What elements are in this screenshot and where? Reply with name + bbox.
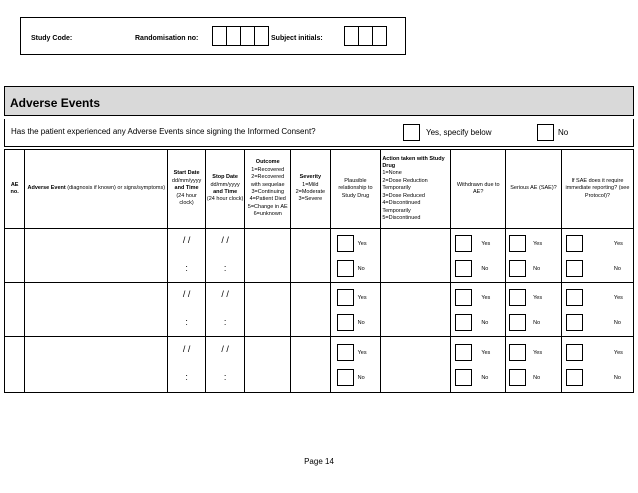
ae-no-cell[interactable]	[5, 337, 25, 393]
sae-no-checkbox[interactable]	[566, 369, 583, 386]
serious-yes-checkbox[interactable]	[509, 235, 526, 252]
action-cell[interactable]	[381, 337, 451, 393]
sae-yes-label: Yes	[613, 241, 623, 247]
ae-question: Has the patient experienced any Adverse Events since signing the Informed Consent?	[11, 127, 316, 136]
start-date-cell[interactable]: / / :	[168, 229, 206, 283]
withdrawn-yes-label: Yes	[481, 241, 491, 247]
adverse-events-table	[4, 149, 634, 393]
stop-date-cell[interactable]: / / :	[205, 283, 245, 337]
withdrawn-no-checkbox[interactable]	[455, 369, 472, 386]
plausible-no-checkbox[interactable]	[337, 260, 354, 277]
col-serious: Serious AE (SAE)?	[506, 150, 562, 229]
plausible-cell	[330, 229, 381, 283]
sae-no-label: No	[613, 320, 621, 326]
serious-no-checkbox[interactable]	[509, 369, 526, 386]
plausible-no-label: No	[357, 375, 365, 381]
plausible-no-checkbox[interactable]	[337, 369, 354, 386]
withdrawn-no-checkbox[interactable]	[455, 314, 472, 331]
serious-yes-label: Yes	[533, 241, 543, 247]
withdrawn-yes-checkbox[interactable]	[455, 235, 472, 252]
withdrawn-cell	[451, 229, 506, 283]
sae-yes-checkbox[interactable]	[566, 289, 583, 306]
withdrawn-yes-checkbox[interactable]	[455, 344, 472, 361]
ae-no-cell[interactable]	[5, 283, 25, 337]
col-action-taken: Action taken with Study Drug 1=None 2=Dose Reduction Temporarily 3=Dose Reduced 4=Discontinued Temporarily 5=Discontinued	[381, 150, 451, 229]
sae-no-checkbox[interactable]	[566, 314, 583, 331]
serious-no-checkbox[interactable]	[509, 314, 526, 331]
withdrawn-cell	[451, 283, 506, 337]
col-stop-date: Stop Date dd/mm/yyyy and Time (24 hour clock)	[205, 150, 245, 229]
serious-no-label: No	[533, 320, 541, 326]
withdrawn-yes-label: Yes	[481, 295, 491, 301]
col-start-date: Start Date dd/mm/yyyy and Time (24 hour clock)	[168, 150, 206, 229]
outcome-cell[interactable]	[245, 337, 291, 393]
adverse-events-section	[0, 86, 638, 119]
col-adverse-event: Adverse Event (diagnosis if known) or signs/symptoms)	[25, 150, 168, 229]
action-cell[interactable]	[381, 283, 451, 337]
ae-question-row	[4, 119, 634, 147]
adverse-event-cell[interactable]	[25, 283, 168, 337]
serious-no-checkbox[interactable]	[509, 260, 526, 277]
table-row	[5, 283, 634, 337]
ae-no-checkbox[interactable]	[537, 124, 554, 141]
randomisation-input[interactable]	[212, 26, 268, 46]
sae-no-checkbox[interactable]	[566, 260, 583, 277]
table-header-row	[5, 150, 634, 229]
plausible-yes-checkbox[interactable]	[337, 344, 354, 361]
withdrawn-cell	[451, 337, 506, 393]
plausible-yes-checkbox[interactable]	[337, 289, 354, 306]
withdrawn-yes-checkbox[interactable]	[455, 289, 472, 306]
randomisation-label: Randomisation no:	[135, 35, 199, 42]
sae-reporting-cell	[561, 229, 633, 283]
serious-yes-checkbox[interactable]	[509, 344, 526, 361]
withdrawn-no-checkbox[interactable]	[455, 260, 472, 277]
start-date-cell[interactable]: / / :	[168, 283, 206, 337]
adverse-event-cell[interactable]	[25, 337, 168, 393]
withdrawn-no-label: No	[481, 375, 489, 381]
plausible-no-checkbox[interactable]	[337, 314, 354, 331]
serious-cell	[506, 283, 562, 337]
plausible-no-label: No	[357, 320, 365, 326]
severity-cell[interactable]	[291, 283, 331, 337]
sae-reporting-cell	[561, 283, 633, 337]
table-row	[5, 337, 634, 393]
subject-initials-label: Subject initials:	[271, 35, 323, 42]
serious-yes-label: Yes	[533, 350, 543, 356]
adverse-event-cell[interactable]	[25, 229, 168, 283]
ae-no-cell[interactable]	[5, 229, 25, 283]
serious-yes-checkbox[interactable]	[509, 289, 526, 306]
ae-yes-label: Yes, specify below	[426, 128, 492, 137]
sae-yes-label: Yes	[613, 295, 623, 301]
plausible-cell	[330, 337, 381, 393]
outcome-cell[interactable]	[245, 229, 291, 283]
severity-cell[interactable]	[291, 229, 331, 283]
sae-no-label: No	[613, 375, 621, 381]
study-code-label: Study Code:	[31, 35, 73, 42]
ae-yes-checkbox[interactable]	[403, 124, 420, 141]
page-number: Page 14	[304, 457, 334, 466]
section-title: Adverse Events	[10, 96, 101, 110]
col-severity: Severity 1=Mild 2=Moderate 3=Severe	[291, 150, 331, 229]
col-outcome: Outcome 1=Recovered 2=Recovered with sequelae 3=Continuing 4=Patient Died 5=Change in AE 6=unknown	[245, 150, 291, 229]
severity-cell[interactable]	[291, 337, 331, 393]
col-plausible-relationship: Plausible relationship to Study Drug	[330, 150, 381, 229]
study-header-box	[20, 17, 406, 55]
serious-cell	[506, 229, 562, 283]
sae-no-label: No	[613, 266, 621, 272]
sae-yes-checkbox[interactable]	[566, 235, 583, 252]
serious-yes-label: Yes	[533, 295, 543, 301]
col-withdrawn: Withdrawn due to AE?	[451, 150, 506, 229]
withdrawn-no-label: No	[481, 320, 489, 326]
serious-no-label: No	[533, 266, 541, 272]
plausible-yes-label: Yes	[357, 241, 367, 247]
action-cell[interactable]	[381, 229, 451, 283]
ae-no-label: No	[558, 128, 569, 137]
col-ae-no: AE no.	[5, 150, 25, 229]
serious-no-label: No	[533, 375, 541, 381]
start-date-cell[interactable]: / / :	[168, 337, 206, 393]
serious-cell	[506, 337, 562, 393]
sae-yes-label: Yes	[613, 350, 623, 356]
sae-yes-checkbox[interactable]	[566, 344, 583, 361]
col-sae-reporting: If SAE does it require immediate reporting? (see Protocol)?	[561, 150, 633, 229]
sae-reporting-cell	[561, 337, 633, 393]
plausible-yes-label: Yes	[357, 295, 367, 301]
stop-date-cell[interactable]: / / :	[205, 337, 245, 393]
outcome-cell[interactable]	[245, 283, 291, 337]
plausible-cell	[330, 283, 381, 337]
withdrawn-yes-label: Yes	[481, 350, 491, 356]
withdrawn-no-label: No	[481, 266, 489, 272]
stop-date-cell[interactable]: / / :	[205, 229, 245, 283]
table-row	[5, 229, 634, 283]
plausible-yes-checkbox[interactable]	[337, 235, 354, 252]
subject-initials-input[interactable]	[344, 26, 386, 46]
plausible-yes-label: Yes	[357, 350, 367, 356]
plausible-no-label: No	[357, 266, 365, 272]
